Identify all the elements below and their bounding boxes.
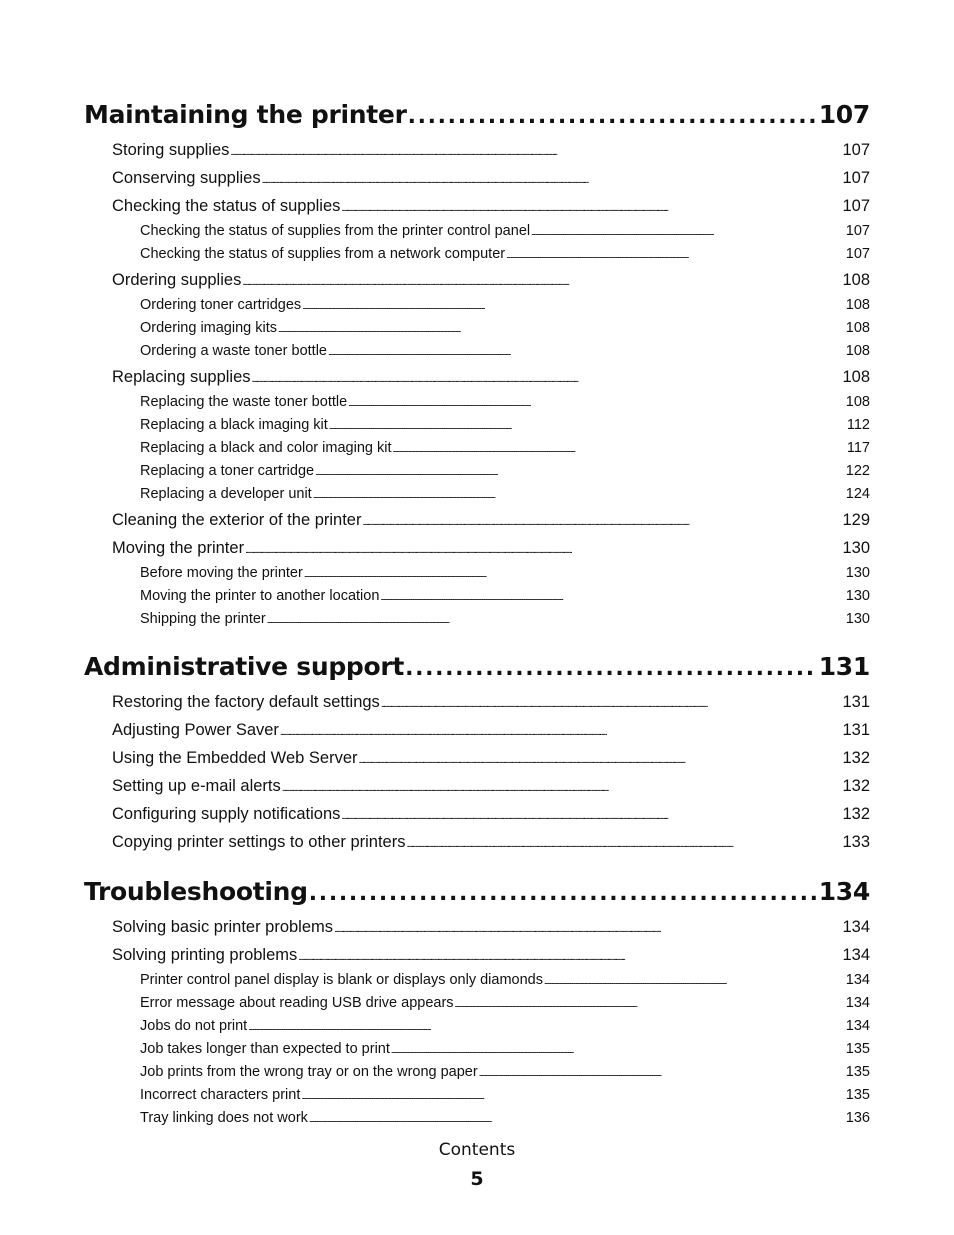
toc-section-entry[interactable] [84, 800, 870, 828]
chapter-title: Maintaining the printer [84, 100, 407, 129]
dot-leader [544, 970, 845, 993]
entry-page-number: 122 [845, 463, 870, 479]
toc-subsection-entry[interactable] [84, 340, 870, 363]
entry-title: Restoring the factory default settings [112, 693, 380, 711]
toc-subsection-entry[interactable] [84, 1038, 870, 1061]
table-of-contents [84, 100, 870, 1130]
entry-title: Job prints from the wrong tray or on the wrong paper [140, 1064, 478, 1080]
entry-title: Ordering imaging kits [140, 320, 277, 336]
toc-subsection-entry[interactable] [84, 1015, 870, 1038]
entry-page-number: 129 [842, 511, 870, 529]
entry-title: Conserving supplies [112, 169, 261, 187]
entry-title: Solving basic printer problems [112, 918, 334, 936]
toc-section-entry[interactable] [84, 913, 870, 941]
toc-section-entry[interactable] [84, 772, 870, 800]
toc-subsection-entry[interactable] [84, 437, 870, 460]
entry-title: Replacing a developer unit [140, 486, 312, 502]
entry-title: Moving the printer [112, 539, 245, 557]
entry-page-number: 134 [845, 972, 870, 988]
entry-page-number: 130 [845, 611, 870, 627]
entry-title: Job takes longer than expected to print [140, 1041, 390, 1057]
entry-page-number: 107 [845, 246, 870, 262]
entry-title: Replacing the waste toner bottle [140, 394, 348, 410]
chapter-page-number: 131 [818, 652, 870, 681]
entry-title: Incorrect characters print [140, 1087, 301, 1103]
dot-leader [455, 993, 845, 1016]
entry-page-number: 108 [845, 297, 870, 313]
toc-section-entry[interactable] [84, 363, 870, 391]
dot-leader [380, 586, 844, 609]
toc-subsection-entry[interactable] [84, 243, 870, 266]
toc-subsection-entry[interactable] [84, 992, 870, 1015]
dot-leader [341, 195, 841, 223]
entry-page-number: 134 [845, 1018, 870, 1034]
entry-title: Printer control panel display is blank or displays only diamonds [140, 972, 543, 988]
toc-subsection-entry[interactable] [84, 562, 870, 585]
entry-title: Ordering toner cartridges [140, 297, 302, 313]
entry-page-number: 132 [842, 805, 870, 823]
dot-leader [405, 656, 818, 681]
entry-page-number: 108 [842, 368, 870, 386]
dot-leader [531, 221, 845, 244]
entry-page-number: 130 [845, 565, 870, 581]
entry-page-number: 134 [842, 918, 870, 936]
dot-leader [302, 295, 845, 318]
chapter-page-number: 134 [818, 877, 870, 906]
toc-subsection-entry[interactable] [84, 483, 870, 506]
toc-section-entry[interactable] [84, 534, 870, 562]
entry-page-number: 117 [846, 440, 870, 456]
entry-page-number: 133 [842, 833, 870, 851]
entry-page-number: 124 [845, 486, 870, 502]
entry-page-number: 134 [845, 995, 870, 1011]
dot-leader [252, 366, 842, 394]
entry-page-number: 136 [845, 1110, 870, 1126]
toc-chapter-heading[interactable] [84, 100, 870, 136]
toc-section-entry[interactable] [84, 192, 870, 220]
entry-title: Solving printing problems [112, 946, 298, 964]
toc-section-entry[interactable] [84, 506, 870, 534]
dot-leader [406, 831, 841, 859]
entry-page-number: 112 [846, 417, 870, 433]
entry-page-number: 107 [845, 223, 870, 239]
entry-title: Copying printer settings to other printers [112, 833, 406, 851]
dot-leader [242, 269, 841, 297]
chapter-title: Troubleshooting [84, 877, 308, 906]
entry-page-number: 132 [842, 777, 870, 795]
entry-page-number: 135 [845, 1041, 870, 1057]
toc-section-entry[interactable] [84, 828, 870, 856]
toc-section-entry[interactable] [84, 744, 870, 772]
dot-leader [334, 916, 841, 944]
entry-page-number: 131 [842, 693, 870, 711]
toc-subsection-entry[interactable] [84, 1061, 870, 1084]
toc-section-entry[interactable] [84, 716, 870, 744]
entry-title: Ordering supplies [112, 271, 242, 289]
entry-title: Replacing a black and color imaging kit [140, 440, 392, 456]
entry-title: Replacing a black imaging kit [140, 417, 328, 433]
dot-leader [282, 775, 842, 803]
entry-title: Adjusting Power Saver [112, 721, 279, 739]
toc-subsection-entry[interactable] [84, 391, 870, 414]
dot-leader [298, 944, 841, 972]
dot-leader [262, 167, 842, 195]
entry-page-number: 130 [842, 539, 870, 557]
dot-leader [341, 803, 841, 831]
toc-section-entry[interactable] [84, 164, 870, 192]
entry-title: Replacing supplies [112, 368, 251, 386]
toc-chapter-heading[interactable] [84, 877, 870, 913]
dot-leader [328, 341, 845, 364]
chapter-title: Administrative support [84, 652, 405, 681]
entry-page-number: 135 [845, 1064, 870, 1080]
toc-section-entry[interactable] [84, 136, 870, 164]
dot-leader [248, 1016, 845, 1039]
entry-title: Shipping the printer [140, 611, 266, 627]
dot-leader [381, 691, 842, 719]
dot-leader [362, 509, 841, 537]
entry-page-number: 132 [842, 749, 870, 767]
dot-leader [313, 484, 845, 507]
entry-page-number: 108 [845, 394, 870, 410]
entry-page-number: 134 [842, 946, 870, 964]
dot-leader [304, 563, 845, 586]
dot-leader [309, 881, 818, 906]
entry-title: Tray linking does not work [140, 1110, 308, 1126]
dot-leader [280, 719, 842, 747]
entry-title: Using the Embedded Web Server [112, 749, 358, 767]
dot-leader [309, 1108, 845, 1131]
entry-title: Cleaning the exterior of the printer [112, 511, 362, 529]
dot-leader [301, 1085, 844, 1108]
entry-title: Moving the printer to another location [140, 588, 380, 604]
toc-subsection-entry[interactable] [84, 414, 870, 437]
entry-page-number: 108 [845, 343, 870, 359]
toc-subsection-entry[interactable] [84, 317, 870, 340]
entry-title: Checking the status of supplies from a network computer [140, 246, 506, 262]
entry-title: Checking the status of supplies from the printer control panel [140, 223, 531, 239]
dot-leader [230, 139, 841, 167]
entry-page-number: 131 [842, 721, 870, 739]
toc-chapter-heading[interactable] [84, 652, 870, 688]
entry-title: Checking the status of supplies [112, 197, 341, 215]
entry-page-number: 108 [845, 320, 870, 336]
toc-subsection-entry[interactable] [84, 1107, 870, 1130]
page-number: 5 [470, 1168, 484, 1190]
entry-title: Jobs do not print [140, 1018, 248, 1034]
footer-label: Contents [438, 1140, 516, 1160]
dot-leader [278, 318, 845, 341]
toc-subsection-entry[interactable] [84, 220, 870, 243]
dot-leader [391, 1039, 845, 1062]
entry-title: Error message about reading USB drive appears [140, 995, 454, 1011]
entry-page-number: 135 [845, 1087, 870, 1103]
dot-leader [506, 244, 845, 267]
toc-subsection-entry[interactable] [84, 585, 870, 608]
entry-title: Replacing a toner cartridge [140, 463, 315, 479]
entry-title: Storing supplies [112, 141, 230, 159]
entry-page-number: 107 [842, 141, 870, 159]
toc-subsection-entry[interactable] [84, 294, 870, 317]
entry-title: Configuring supply notifications [112, 805, 341, 823]
dot-leader [315, 461, 845, 484]
toc-section-entry[interactable] [84, 941, 870, 969]
dot-leader [359, 747, 842, 775]
toc-subsection-entry[interactable] [84, 460, 870, 483]
entry-title: Ordering a waste toner bottle [140, 343, 327, 359]
dot-leader [479, 1062, 845, 1085]
dot-leader [408, 104, 818, 129]
toc-subsection-entry[interactable] [84, 969, 870, 992]
entry-page-number: 107 [842, 197, 870, 215]
toc-subsection-entry[interactable] [84, 1084, 870, 1107]
toc-subsection-entry[interactable] [84, 608, 870, 631]
chapter-page-number: 107 [818, 100, 870, 129]
dot-leader [245, 537, 841, 565]
dot-leader [348, 392, 845, 415]
entry-title: Before moving the printer [140, 565, 303, 581]
dot-leader [392, 438, 845, 461]
toc-section-entry[interactable] [84, 688, 870, 716]
dot-leader [329, 415, 846, 438]
entry-page-number: 130 [845, 588, 870, 604]
entry-page-number: 107 [842, 169, 870, 187]
dot-leader [267, 609, 845, 632]
entry-page-number: 108 [842, 271, 870, 289]
entry-title: Setting up e-mail alerts [112, 777, 281, 795]
toc-section-entry[interactable] [84, 266, 870, 294]
